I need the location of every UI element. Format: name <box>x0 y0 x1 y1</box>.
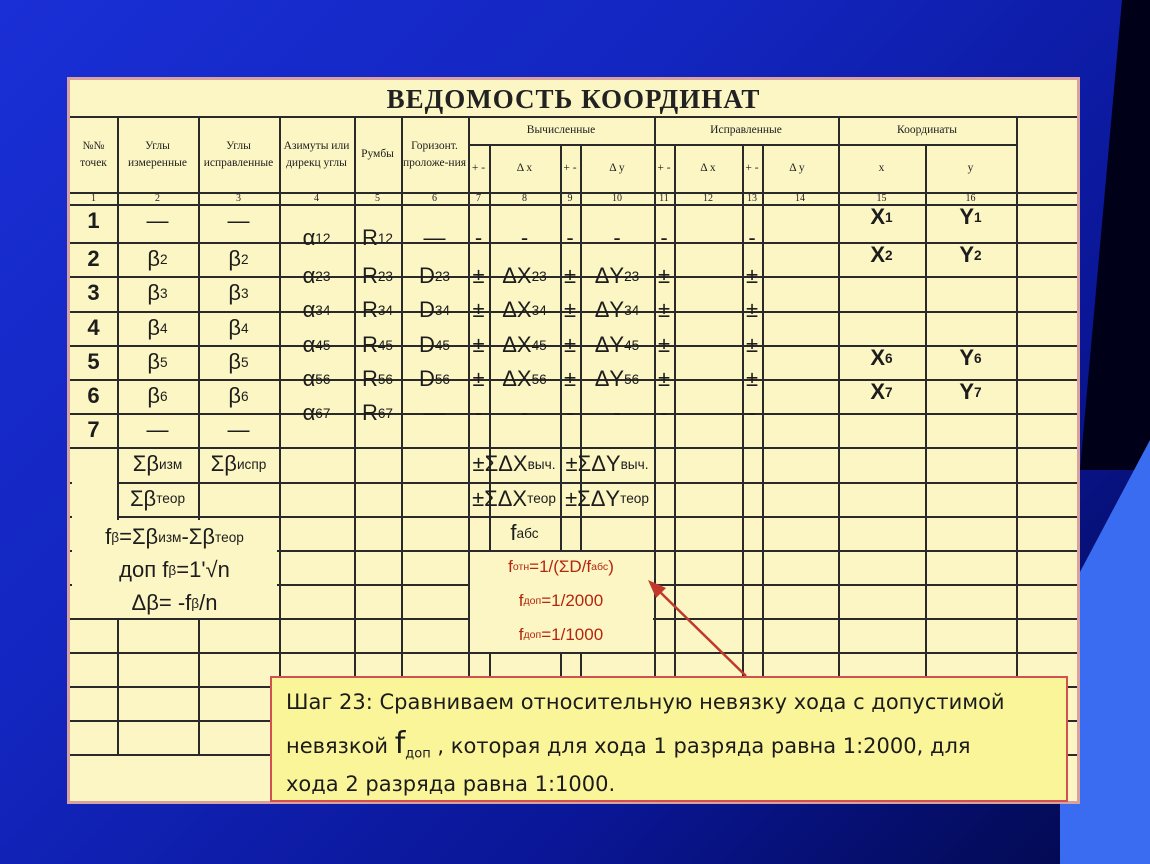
row-point-number-text: 1 <box>87 208 100 233</box>
row-azimuth-subscript: 67 <box>315 405 331 421</box>
row-azimuth-subscript: 23 <box>315 268 331 284</box>
formula-angular-misclosure-text: f <box>105 524 112 549</box>
row-corrected-angle-subscript: 6 <box>241 388 249 404</box>
header-adjusted-text: Исправленные <box>710 124 782 137</box>
row-measured-angle-subscript: 4 <box>160 320 168 336</box>
column-number-text: 16 <box>965 193 976 204</box>
row-sign-dx-adjusted-text: ± <box>657 366 671 391</box>
row-dx-computed-text: ΔX <box>502 332 532 357</box>
note-f-symbol: f <box>394 725 406 761</box>
row-coordinate-y-text: Y <box>959 204 975 229</box>
row-corrected-angle-text: — <box>227 208 250 233</box>
row-sign-dy-text: ± <box>563 297 577 322</box>
row-azimuth-subscript: 34 <box>315 302 331 318</box>
row-rumb-subscript: 34 <box>377 302 394 318</box>
formula-angular-misclosure-text: -Σβ <box>181 524 216 549</box>
row-coordinate-y-subscript: 6 <box>974 350 982 366</box>
note-f-subscript: доп <box>405 746 431 762</box>
row-sign-dx-adjusted-text: ± <box>657 263 671 288</box>
column-number-text: 5 <box>375 193 380 204</box>
row-azimuth-text: α <box>302 366 316 391</box>
row-dx-computed-subscript: 45 <box>531 337 547 353</box>
row-coordinate-x-subscript: 6 <box>885 350 893 366</box>
note-line-1: Шаг 23: Сравниваем относительную невязку хода с допустимой <box>286 690 1005 714</box>
header-dx-adjusted-text: Δ x <box>700 162 716 175</box>
note-line-3: хода 2 разряда равна 1:1000. <box>286 771 616 796</box>
row-dx-computed-subscript: 56 <box>531 371 547 387</box>
row-dx-computed-text: ΔX <box>502 366 532 391</box>
row-sign-dx-text: ± <box>472 366 485 391</box>
row-distance-text: D <box>418 263 435 288</box>
row-dy-computed-text: ΔY <box>594 332 625 357</box>
formula-allowed-1-2000-text: f <box>518 591 524 610</box>
row-dx-computed-text: - <box>520 225 529 250</box>
column-number-text: 4 <box>314 193 319 204</box>
formula-allowed-misclosure-text: доп f <box>119 557 169 582</box>
column-number-text: 11 <box>659 193 669 204</box>
sum-theoretical-text: Σβ <box>129 485 157 511</box>
row-rumb-subscript: 56 <box>377 371 394 387</box>
row-measured-angle-subscript: 5 <box>160 354 168 370</box>
row-azimuth-text: α <box>302 400 316 425</box>
row-measured-angle-text: β <box>147 349 161 374</box>
row-coordinate-x-subscript: 7 <box>885 384 893 400</box>
column-number-text: 2 <box>155 193 160 204</box>
sum-theoretical-subscript: теор <box>156 491 186 506</box>
row-coordinate-x-text: X <box>870 345 886 370</box>
row-rumb-text: R <box>361 263 378 288</box>
row-distance-text: — <box>423 225 446 250</box>
formula-angular-misclosure-subscript: изм <box>158 529 182 545</box>
row-distance-subscript: 34 <box>434 302 451 318</box>
row-sign-dy-text: ± <box>563 263 577 288</box>
formula-angular-misclosure-subscript: β <box>111 529 120 545</box>
column-number-text: 8 <box>522 193 527 204</box>
row-sign-dy-adjusted-text: ± <box>745 366 759 391</box>
header-rumbs-text: Румбы <box>361 148 394 161</box>
row-coordinate-y-subscript: 2 <box>974 247 982 263</box>
header-points-text: №№ точек <box>80 139 107 169</box>
row-rumb-text: R <box>361 297 378 322</box>
column-number-text: 10 <box>612 193 622 204</box>
header-horizontal-distance-text: Горизонт. проложе-ния <box>402 139 467 169</box>
row-distance-subscript: 56 <box>434 371 451 387</box>
row-dy-computed-text: ΔY <box>594 263 625 288</box>
formula-angle-correction-text: Δβ= -f <box>131 590 192 615</box>
row-dx-computed-subscript: 23 <box>531 268 547 284</box>
row-measured-angle-subscript: 2 <box>160 251 168 267</box>
row-sign-dy-adjusted-text: ± <box>745 263 759 288</box>
row-sign-dy-adjusted-text: - <box>748 400 756 425</box>
row-sign-dx-text: ± <box>472 297 485 322</box>
row-point-number-text: 6 <box>87 383 100 408</box>
row-distance-subscript: 45 <box>434 337 451 353</box>
row-corrected-angle-text: β <box>228 246 242 271</box>
row-measured-angle-text: — <box>146 417 169 442</box>
row-azimuth-subscript: 56 <box>315 371 331 387</box>
row-coordinate-y-text: Y <box>959 242 975 267</box>
note-line-2-start: невязкой <box>286 733 395 758</box>
row-distance-subscript: 23 <box>434 268 451 284</box>
row-sign-dy-text: - <box>566 225 574 250</box>
row-distance-text: D <box>418 366 435 391</box>
formula-angular-misclosure-text: =Σβ <box>119 524 159 549</box>
row-rumb-text: R <box>361 332 378 357</box>
header-dy-adjusted-text: Δ y <box>789 162 805 175</box>
row-sign-dx-adjusted-text: - <box>660 225 668 250</box>
column-number-text: 3 <box>236 193 241 204</box>
formula-allowed-1-2000-subscript: доп <box>523 595 542 607</box>
row-measured-angle-subscript: 3 <box>160 285 168 301</box>
formula-relative-misclosure-text: ) <box>608 557 614 576</box>
row-point-number-text: 4 <box>87 315 100 340</box>
row-rumb-text: R <box>361 225 378 250</box>
formula-relative-misclosure-text: =1/(ΣD/f <box>529 557 592 576</box>
row-coordinate-y-subscript: 1 <box>974 209 982 225</box>
column-number-text: 6 <box>432 193 437 204</box>
column-number-text: 7 <box>476 193 481 204</box>
sum-dx-computed-subscript: выч. <box>527 456 556 472</box>
row-coordinate-x-subscript: 2 <box>885 247 893 263</box>
row-measured-angle-text: β <box>147 246 161 271</box>
row-azimuth-text: α <box>302 332 316 357</box>
row-distance-text: — <box>423 400 446 425</box>
formula-relative-misclosure-subscript: отн <box>512 561 530 573</box>
note-line-2-end: , которая для хода 1 разряда равна 1:2000, для <box>430 733 971 758</box>
sum-dx-theoretical-text: ±ΣΔX <box>472 485 528 511</box>
row-coordinate-y-text: Y <box>959 379 975 404</box>
row-corrected-angle-subscript: 3 <box>241 285 249 301</box>
row-corrected-angle-subscript: 4 <box>241 320 249 336</box>
formula-allowed-1-1000-subscript: доп <box>523 629 542 641</box>
row-rumb-subscript: 12 <box>377 230 394 246</box>
row-corrected-angle-text: β <box>228 280 242 305</box>
row-corrected-angle-text: β <box>228 383 242 408</box>
row-corrected-angle-subscript: 2 <box>241 251 249 267</box>
formula-angle-correction-text: /n <box>199 590 218 615</box>
row-dy-computed-text: ΔY <box>594 366 625 391</box>
header-sign-3-text: + - <box>745 162 759 175</box>
row-corrected-angle-text: β <box>228 349 242 374</box>
column-number-text: 9 <box>567 193 573 204</box>
arrow-line <box>660 592 746 676</box>
note-line-2 <box>286 720 1052 768</box>
row-sign-dy-text: ± <box>563 366 577 391</box>
formula-angular-misclosure-subscript: теор <box>215 529 244 545</box>
row-rumb-subscript: 67 <box>377 405 394 421</box>
row-point-number-text: 5 <box>87 349 100 374</box>
background-shape-dark <box>1080 0 1150 470</box>
row-sign-dx-adjusted-text: ± <box>657 297 671 322</box>
row-azimuth-text: α <box>302 225 316 250</box>
row-azimuth-subscript: 45 <box>315 337 331 353</box>
header-sign-1-text: + - <box>563 162 577 175</box>
row-rumb-subscript: 23 <box>377 268 394 284</box>
row-dy-computed-text: - <box>613 400 621 425</box>
row-sign-dx-text: ± <box>472 332 485 357</box>
column-number-text: 12 <box>703 193 713 204</box>
row-sign-dx-adjusted-text: - <box>660 400 668 425</box>
row-corrected-angle-text: β <box>228 315 242 340</box>
row-azimuth-subscript: 12 <box>315 230 331 246</box>
row-corrected-angle-text: — <box>227 417 250 442</box>
row-sign-dx-text: ± <box>472 263 485 288</box>
header-corrected-angles-text: Углы исправленные <box>203 139 274 169</box>
formula-relative-misclosure-subscript: абс <box>591 561 609 573</box>
row-corrected-angle-subscript: 5 <box>241 354 249 370</box>
header-computed-text: Вычисленные <box>526 124 596 137</box>
header-x-text: x <box>878 162 885 175</box>
sum-dx-theoretical-subscript: теор <box>527 491 556 506</box>
header-y-text: y <box>967 162 974 175</box>
sheet-title: ВЕДОМОСТЬ КООРДИНАТ <box>386 84 761 114</box>
row-measured-angle-subscript: 6 <box>160 388 168 404</box>
header-dx-computed-text: Δ x <box>516 162 533 175</box>
sum-dy-computed-subscript: выч. <box>620 456 649 472</box>
sum-dy-theoretical-text: ±ΣΔY <box>565 485 621 511</box>
row-coordinate-x-text: X <box>870 204 886 229</box>
f-absolute-subscript: абс <box>516 525 539 541</box>
row-sign-dx-text: - <box>474 400 483 425</box>
row-sign-dx-text: - <box>474 225 483 250</box>
row-sign-dy-text: - <box>566 400 574 425</box>
row-coordinate-x-text: X <box>870 379 886 404</box>
row-distance-text: D <box>418 332 435 357</box>
row-measured-angle-text: β <box>147 315 161 340</box>
row-coordinate-x-text: X <box>870 242 886 267</box>
row-sign-dy-adjusted-text: ± <box>745 332 759 357</box>
row-sign-dx-adjusted-text: ± <box>657 332 671 357</box>
row-azimuth-text: α <box>302 297 316 322</box>
row-dy-computed-subscript: 56 <box>624 371 640 387</box>
row-dx-computed-text: ΔX <box>502 263 532 288</box>
header-sign-2-text: + - <box>657 162 671 175</box>
formula-allowed-misclosure-text: =1'√n <box>176 557 230 582</box>
sum-corrected-text: Σβ <box>210 451 237 476</box>
column-number-text: 13 <box>747 193 757 204</box>
header-dy-computed-text: Δ y <box>609 162 625 175</box>
formula-relative-misclosure-text: f <box>508 557 513 576</box>
row-distance-text: D <box>418 297 435 322</box>
header-sign-0-text: + - <box>471 162 486 175</box>
row-coordinate-x-subscript: 1 <box>885 209 893 225</box>
row-measured-angle-text: β <box>147 383 161 408</box>
header-measured-angles-text: Углы измеренные <box>128 139 187 169</box>
row-sign-dy-adjusted-text: ± <box>745 297 759 322</box>
row-dy-computed-subscript: 45 <box>624 337 640 353</box>
row-azimuth-text: α <box>302 263 316 288</box>
column-number-text: 1 <box>91 193 96 204</box>
step-note <box>270 676 1068 802</box>
row-dx-computed-subscript: 34 <box>531 302 547 318</box>
row-point-number-text: 3 <box>87 280 100 305</box>
column-number-text: 14 <box>795 193 805 204</box>
formula-allowed-1-2000-text: =1/2000 <box>541 591 604 610</box>
row-sign-dy-adjusted-text: - <box>748 225 756 250</box>
row-measured-angle-text: — <box>146 208 169 233</box>
header-coordinates-text: Координаты <box>897 124 957 137</box>
row-dy-computed-text: ΔY <box>594 297 625 322</box>
row-rumb-text: R <box>361 366 378 391</box>
row-point-number-text: 7 <box>87 417 100 442</box>
row-dx-computed-text: ΔX <box>502 297 532 322</box>
formula-allowed-misclosure-subscript: β <box>168 562 177 578</box>
row-dx-computed-text: - <box>520 400 529 425</box>
f-absolute-text: f <box>510 520 517 545</box>
row-coordinate-y-subscript: 7 <box>974 384 982 400</box>
row-measured-angle-text: β <box>147 280 161 305</box>
row-rumb-text: R <box>361 400 378 425</box>
row-sign-dy-text: ± <box>563 332 577 357</box>
formula-angle-correction-subscript: β <box>191 595 200 611</box>
header-azimuths-text: Азимуты или дирекц углы <box>283 139 350 169</box>
formula-allowed-1-1000-text: =1/1000 <box>541 625 604 644</box>
row-dy-computed-text: - <box>613 225 621 250</box>
row-dy-computed-subscript: 34 <box>624 302 640 318</box>
column-number-text: 15 <box>876 193 887 204</box>
sum-dy-theoretical-subscript: теор <box>620 491 649 506</box>
sum-dy-computed-text: ±ΣΔY <box>565 451 621 476</box>
sum-dx-computed-text: ±ΣΔX <box>472 451 528 476</box>
row-point-number-text: 2 <box>87 246 100 271</box>
sum-corrected-subscript: испр <box>236 456 267 472</box>
row-coordinate-y-text: Y <box>959 345 975 370</box>
formula-allowed-1-1000-text: f <box>518 625 524 644</box>
row-dy-computed-subscript: 23 <box>624 268 640 284</box>
sum-measured-text: Σβ <box>132 451 160 476</box>
sum-measured-subscript: изм <box>159 456 183 472</box>
row-rumb-subscript: 45 <box>377 337 394 353</box>
